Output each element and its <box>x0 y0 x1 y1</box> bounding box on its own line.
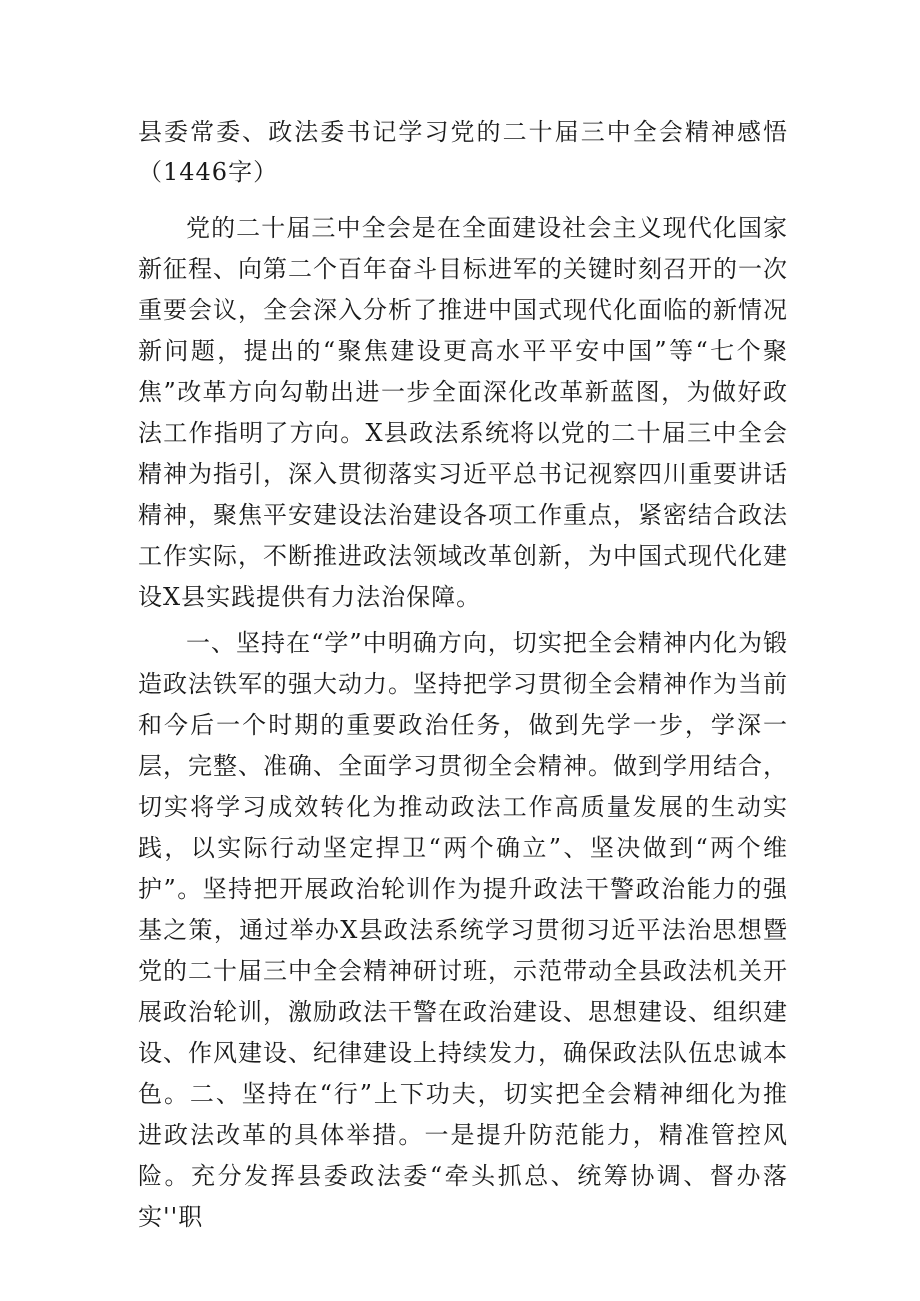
intro-paragraph: 党的二十届三中全会是在全面建设社会主义现代化国家新征程、向第二个百年奋斗目标进军的关键时刻召开的一次重要会议，全会深入分析了推进中国式现代化面临的新情况新问题，提出的“聚焦建设更高水平平安中国”等“七个聚焦”改革方向勾勒出进一步全面深化改革新蓝图，为做好政法工作指明了方向。X县政法系统将以党的二十届三中全会精神为指引，深入贯彻落实习近平总书记视察四川重要讲话精神，聚焦平安建设法治建设各项工作重点，紧密结合政法工作实际，不断推进政法领域改革创新，为中国式现代化建设X县实践提供有力法治保障。 <box>138 214 788 611</box>
section-paragraph: 一、坚持在“学”中明确方向，切实把全会精神内化为锻造政法铁军的强大动力。坚持把学习贯彻全会精神作为当前和今后一个时期的重要政治任务，做到先学一步，学深一层，完整、准确、全面学习贯彻全会精神。做到学用结合，切实将学习成效转化为推动政法工作高质量发展的生动实践，以实际行动坚定捍卫“两个确立”、坚决做到“两个维护”。坚持把开展政治轮训作为提升政法干警政治能力的强基之策，通过举办X县政法系统学习贯彻习近平法治思想暨党的二十届三中全会精神研讨班，示范带动全县政法机关开展政治轮训，激励政法干警在政治建设、思想建设、组织建设、作风建设、纪律建设上持续发力，确保政法队伍忠诚本色。二、坚持在“行”上下功夫，切实把全会精神细化为推进政法改革的具体举措。一是提升防范能力，精准管控风险。充分发挥县委政法委“牵头抓总、统筹协调、督办落实''职 <box>138 629 788 1231</box>
document-title: 县委常委、政法委书记学习党的二十届三中全会精神感悟（1446字） <box>138 118 788 186</box>
document-body <box>138 112 788 1238</box>
